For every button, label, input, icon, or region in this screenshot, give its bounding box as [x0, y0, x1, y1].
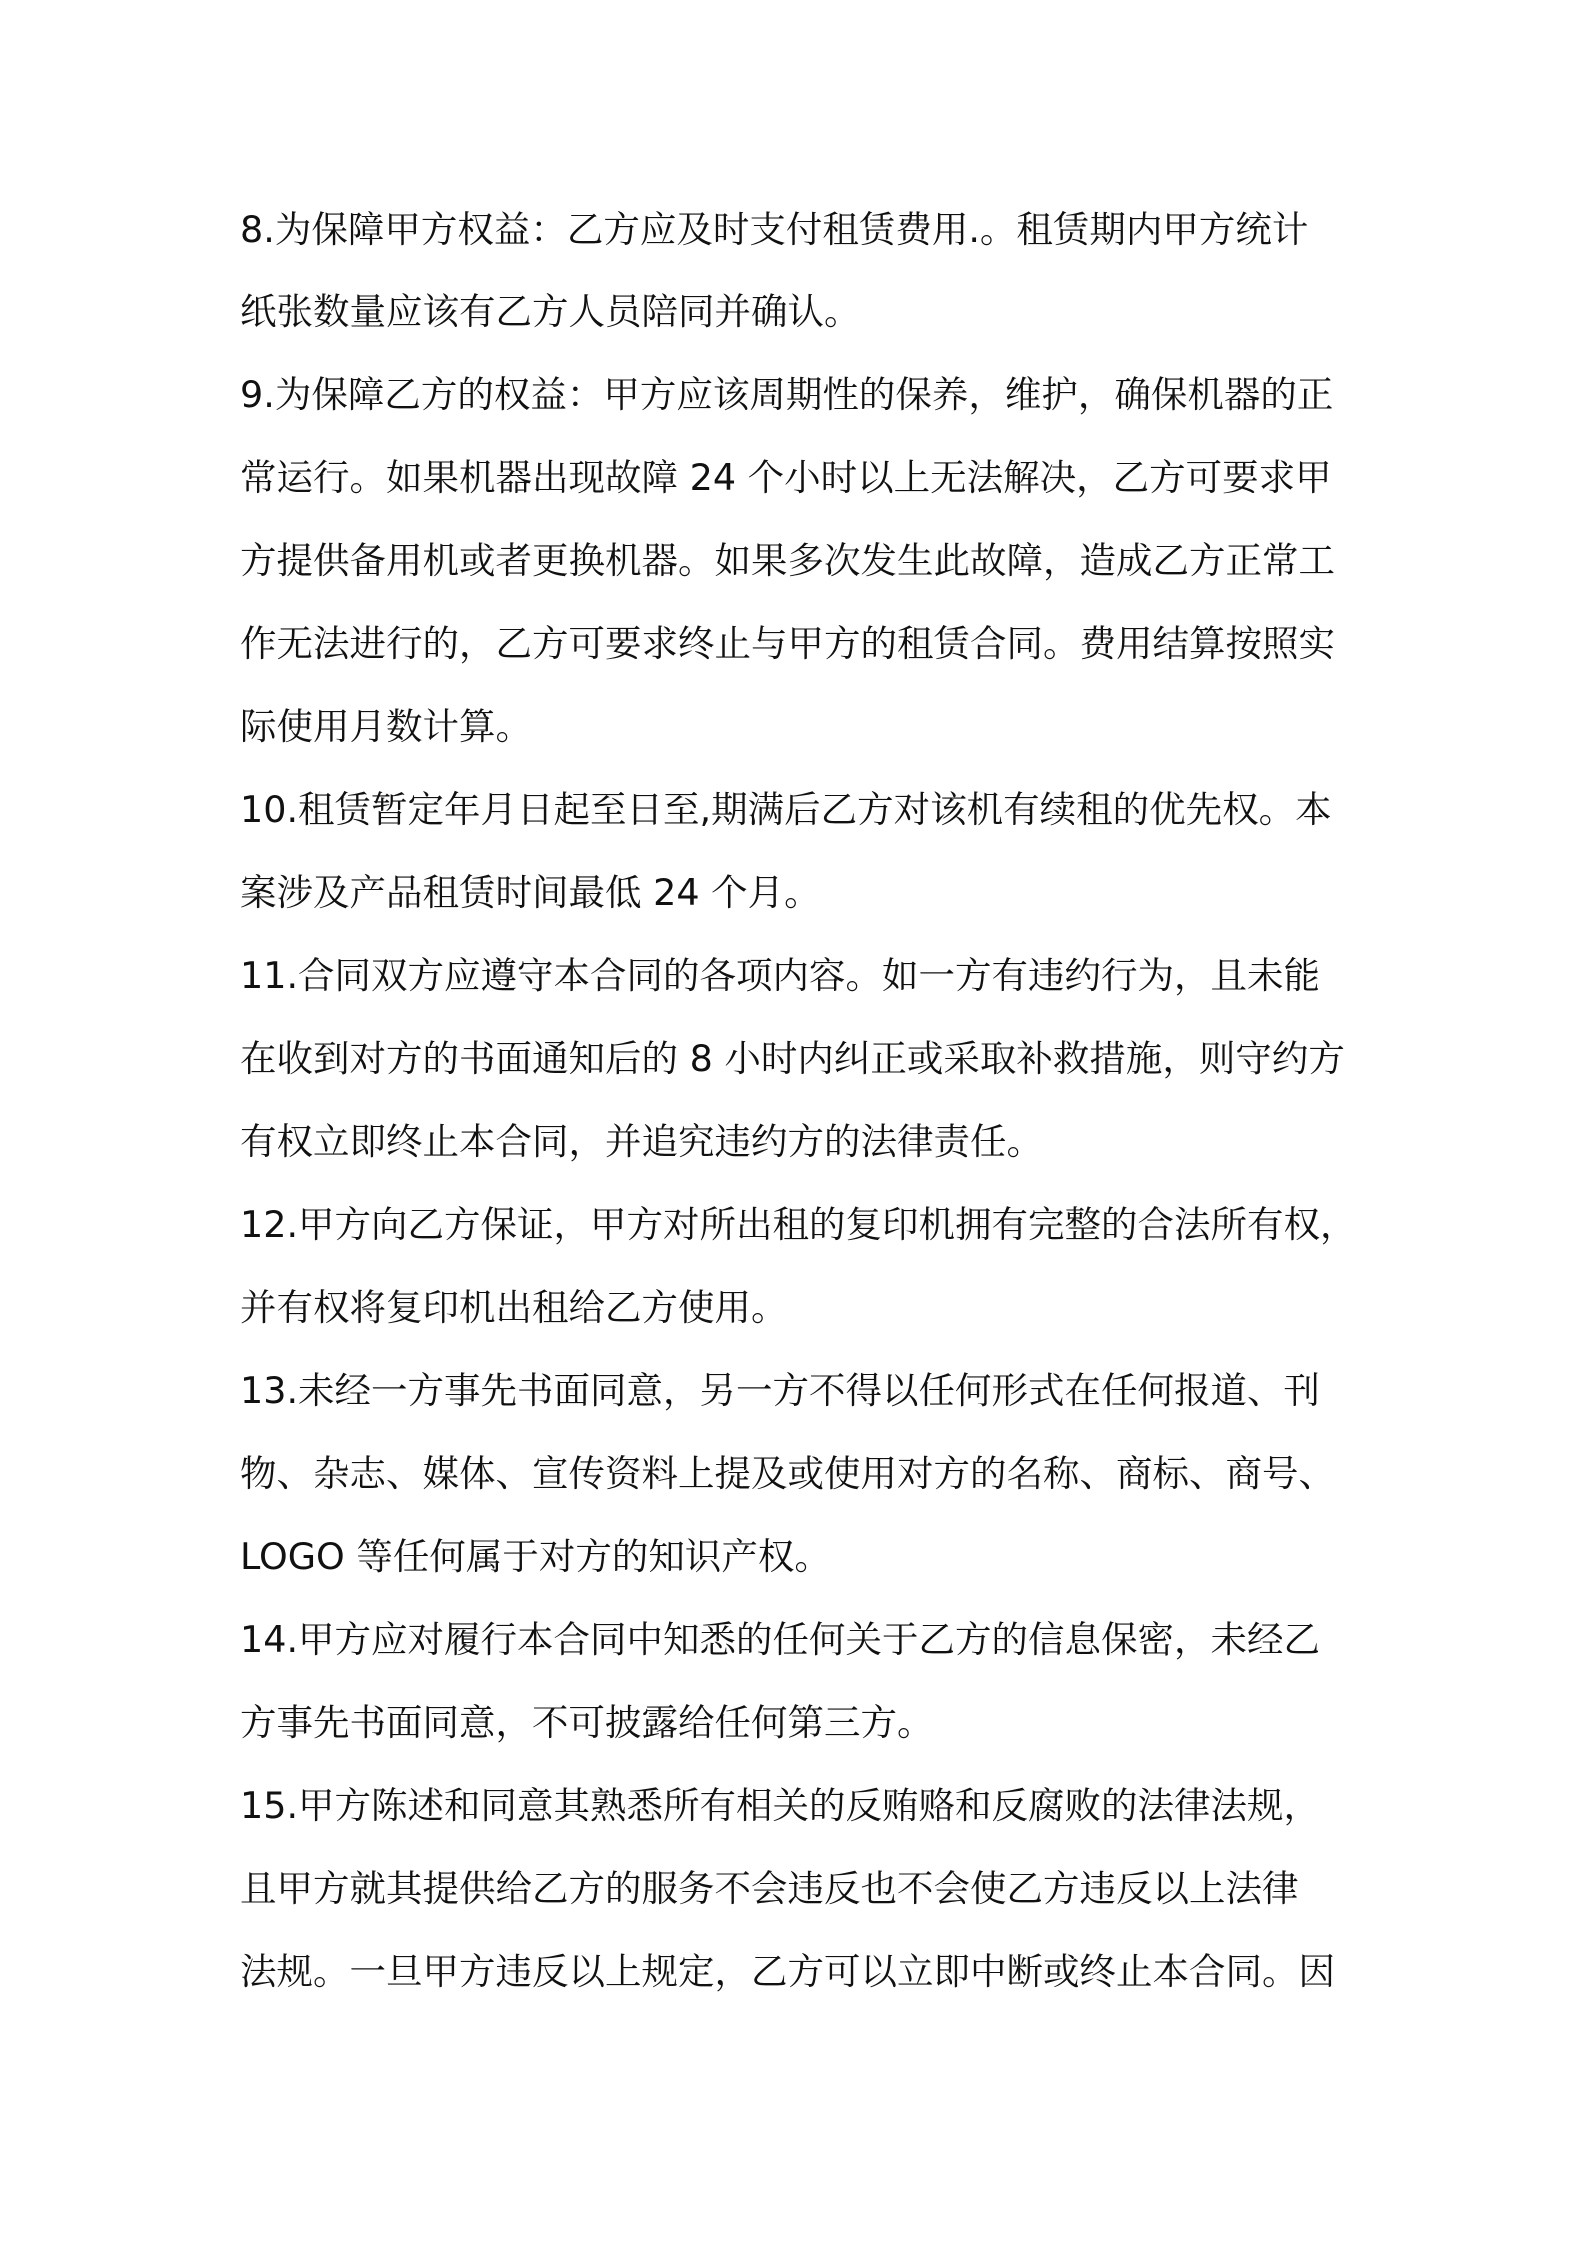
- text-line: 方事先书面同意，不可披露给任何第三方。: [240, 1701, 934, 1744]
- text-line: 14.甲方应对履行本合同中知悉的任何关于乙方的信息保密，未经乙: [240, 1618, 1321, 1661]
- text-line: 方提供备用机或者更换机器。如果多次发生此故障，造成乙方正常工: [240, 539, 1335, 582]
- text-line: 11.合同双方应遵守本合同的各项内容。如一方有违约行为，且未能: [240, 954, 1321, 997]
- text-line: 物、杂志、媒体、宣传资料上提及或使用对方的名称、商标、商号、: [240, 1452, 1335, 1495]
- text-line: 案涉及产品租赁时间最低 24 个月。: [240, 871, 821, 914]
- text-line: 10.租赁暂定年月日起至日至,期满后乙方对该机有续租的优先权。本: [240, 788, 1332, 831]
- text-line: 纸张数量应该有乙方人员陪同并确认。: [240, 290, 861, 333]
- text-line: 8.为保障甲方权益：乙方应及时支付租赁费用.。租赁期内甲方统计: [240, 208, 1309, 251]
- text-line: 9.为保障乙方的权益：甲方应该周期性的保养，维护，确保机器的正: [240, 373, 1334, 416]
- text-line: 12.甲方向乙方保证，甲方对所出租的复印机拥有完整的合法所有权，: [240, 1203, 1357, 1246]
- text-line: 13.未经一方事先书面同意，另一方不得以任何形式在任何报道、刊: [240, 1369, 1321, 1412]
- text-line: 际使用月数计算。: [240, 705, 532, 748]
- text-line: 法规。一旦甲方违反以上规定，乙方可以立即中断或终止本合同。因: [240, 1950, 1335, 1993]
- text-line: 常运行。如果机器出现故障 24 个小时以上无法解决，乙方可要求甲: [240, 456, 1332, 499]
- text-line: 有权立即终止本合同，并追究违约方的法律责任。: [240, 1120, 1043, 1163]
- text-line: 并有权将复印机出租给乙方使用。: [240, 1286, 788, 1329]
- text-line: 在收到对方的书面通知后的 8 小时内纠正或采取补救措施，则守约方: [240, 1037, 1345, 1080]
- text-line: 且甲方就其提供给乙方的服务不会违反也不会使乙方违反以上法律: [240, 1867, 1299, 1910]
- text-line: 15.甲方陈述和同意其熟悉所有相关的反贿赂和反腐败的法律法规，: [240, 1784, 1321, 1827]
- text-line: 作无法进行的，乙方可要求终止与甲方的租赁合同。费用结算按照实: [240, 622, 1335, 665]
- text-line: LOGO 等任何属于对方的知识产权。: [240, 1535, 831, 1578]
